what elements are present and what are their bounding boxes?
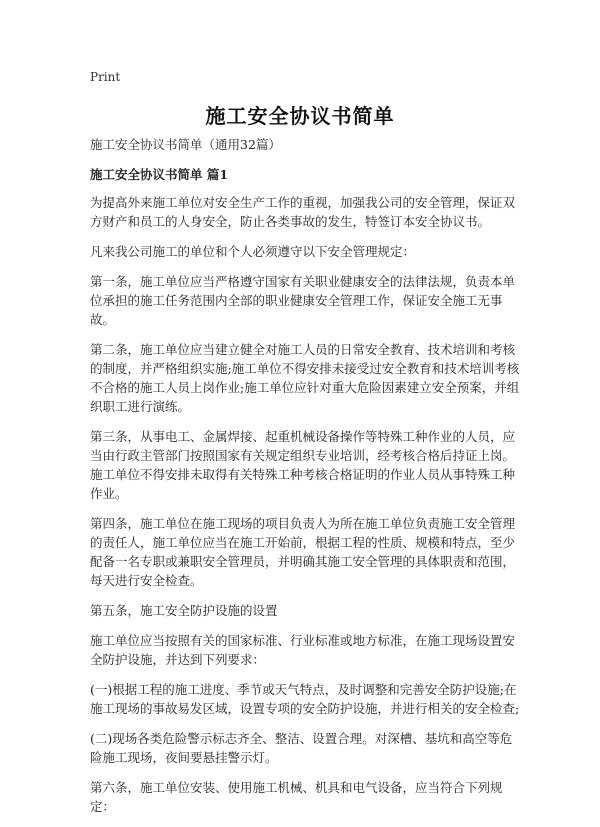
- paragraph: (二)现场各类危险警示标志齐全、整洁、设置合理。对深槽、基坑和高空等危险施工现场，夜间要悬挂警示灯。: [90, 731, 513, 765]
- print-label[interactable]: Print: [90, 70, 121, 84]
- paragraph: 施工单位应当按照有关的国家标准、行业标准或地方标准，在施工现场设置安全防护设施，并达到下列要求：: [90, 633, 516, 667]
- document-body: [90, 135, 520, 827]
- page-title: 施工安全协议书简单: [205, 104, 395, 128]
- paragraph: 第二条，施工单位应当建立健全对施工人员的日常安全教育、技术培训和考核的制度，并严格组织实施;施工单位不得安排未接受过安全教育和技术培训考核不合格的施工人员上岗作业;施工单位应针对重大危险因素建立安全预案，并组织职工进行演练。: [90, 342, 520, 414]
- paragraph: 第五条，施工安全防护设施的设置: [90, 603, 278, 618]
- document-subtitle: 施工安全协议书简单（通用32篇）: [90, 137, 281, 152]
- paragraph: 第三条，从事电工、金属焊接、起重机械设备操作等特殊工种作业的人员，应当由行政主管部门按照国家有关规定组织专业培训，经考核合格后持证上岗。施工单位不得安排未取得有关特殊工种考核合格证明的作业人员从事特殊工种作业。: [90, 429, 516, 501]
- paragraph: (一)根据工程的施工进度、季节或天气特点，及时调整和完善安全防护设施;在施工现场的事故易发区域，设置专项的安全防护设施，并进行相关的安全检查;: [90, 682, 520, 716]
- paragraph: 凡来我公司施工的单位和个人必须遵守以下安全管理规定：: [90, 244, 416, 259]
- section-heading: 施工安全协议书简单 篇1: [90, 167, 229, 182]
- paragraph: 第一条，施工单位应当严格遵守国家有关职业健康安全的法律法规，负责本单位承担的施工任务范围内全部的职业健康安全管理工作，保证安全施工无事故。: [90, 274, 516, 327]
- paragraph: 为提高外来施工单位对安全生产工作的重视，加强我公司的安全管理，保证双方财产和员工的人身安全，防止各类事故的发生，特签订本安全协议书。: [90, 195, 516, 229]
- paragraph: 第六条，施工单位安装、使用施工机械、机具和电气设备，应当符合下列规定：: [90, 780, 503, 814]
- paragraph: 第四条，施工单位在施工现场的项目负责人为所在施工单位负责施工安全管理的责任人，施工单位应当在施工开始前，根据工程的性质、规模和特点，至少配备一名专职或兼职安全管理员，并明确其施工安全管理的具体职责和范围，每天进行安全检查。: [90, 516, 516, 588]
